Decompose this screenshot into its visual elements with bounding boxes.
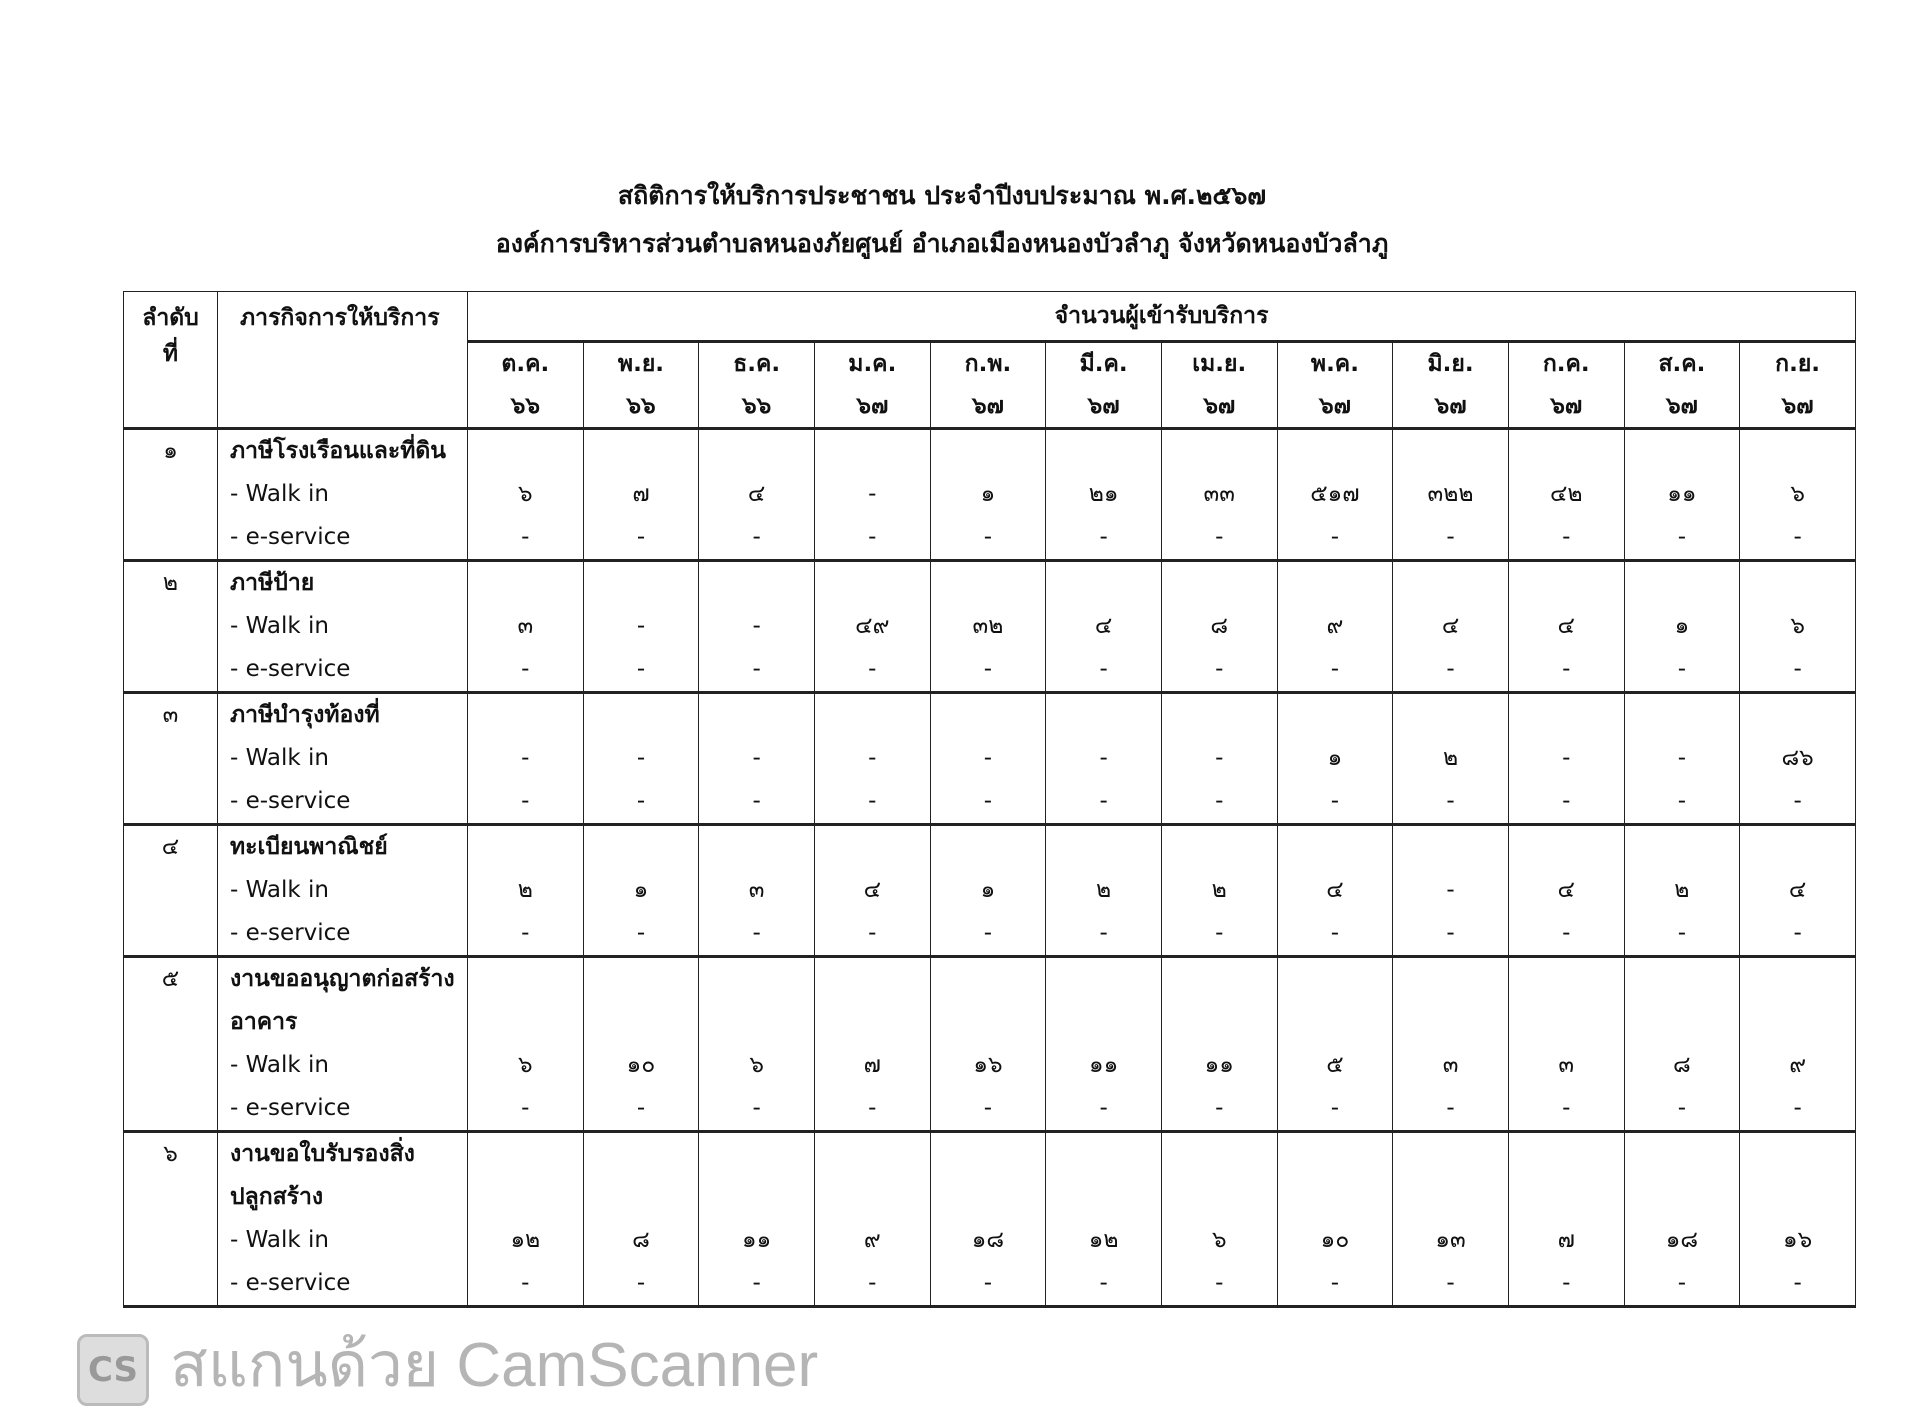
month-year: ๖๗: [1434, 393, 1467, 419]
e-service-count: -: [752, 524, 761, 550]
walk-in-count: ๒: [517, 877, 533, 903]
e-service-count: -: [1099, 656, 1108, 682]
walk-in-count: ๑๖: [1783, 1227, 1813, 1253]
e-service-count: -: [1215, 656, 1224, 682]
month-label: ก.ค.: [1542, 351, 1590, 377]
walk-in-count: ๑: [1674, 613, 1690, 639]
month-label: ก.พ.: [964, 351, 1012, 377]
e-service-count: -: [752, 920, 761, 946]
month-label: เม.ย.: [1192, 351, 1247, 377]
month-label: ต.ค.: [501, 351, 550, 377]
walk-in-count: ๑๐: [626, 1052, 656, 1078]
walk-in-count: -: [1677, 745, 1687, 771]
service-name: งานขออนุญาตก่อสร้าง: [230, 966, 455, 992]
walk-in-count: ๗: [863, 1052, 881, 1078]
walk-in-count: -: [1446, 877, 1455, 903]
camscanner-logo: CS: [77, 1334, 149, 1406]
walk-in-count: ๓: [748, 877, 765, 903]
walk-in-count: ๑: [1327, 745, 1343, 771]
e-service-count: -: [983, 656, 993, 682]
walk-in-count: ๔: [1557, 613, 1575, 639]
walk-in-count: -: [1215, 745, 1224, 771]
e-service-label: - e-service: [230, 524, 351, 550]
walk-in-count: ๙: [1789, 1052, 1807, 1078]
e-service-count: -: [521, 656, 530, 682]
month-year: ๖๗: [856, 393, 889, 419]
e-service-count: -: [1793, 1270, 1802, 1296]
month-year: ๖๗: [1203, 393, 1236, 419]
month-year: ๖๗: [1087, 393, 1120, 419]
walk-in-count: ๓: [1442, 1052, 1459, 1078]
walk-in-count: -: [983, 745, 993, 771]
e-service-count: -: [1215, 1270, 1224, 1296]
walk-in-count: ๑๖: [973, 1052, 1003, 1078]
e-service-count: -: [752, 788, 761, 814]
walk-in-count: ๖: [1790, 481, 1805, 507]
e-service-count: -: [1215, 788, 1224, 814]
month-label: มี.ค.: [1079, 351, 1128, 377]
e-service-count: -: [1446, 1095, 1455, 1121]
month-label: ก.ย.: [1775, 351, 1821, 377]
walk-in-count: ๑๘: [1665, 1227, 1699, 1253]
walk-in-count: ๔: [1326, 877, 1344, 903]
e-service-count: -: [752, 1270, 761, 1296]
e-service-count: -: [1677, 1095, 1687, 1121]
e-service-count: -: [983, 1270, 993, 1296]
header-order-no-line2: ที่: [162, 341, 179, 367]
e-service-count: -: [1793, 788, 1802, 814]
e-service-count: -: [1446, 524, 1455, 550]
walk-in-count: ๔: [863, 877, 881, 903]
e-service-count: -: [1446, 788, 1455, 814]
walk-in-label: - Walk in: [230, 745, 329, 771]
walk-in-count: ๔: [747, 481, 766, 507]
walk-in-count: ๔: [1441, 613, 1460, 639]
walk-in-label: - Walk in: [230, 1052, 329, 1078]
e-service-count: -: [1215, 1095, 1224, 1121]
document-title: สถิติการให้บริการประชาชน ประจำปีงบประมาณ พ.ศ.๒๕๖๗: [617, 181, 1267, 210]
table-row: [124, 561, 1856, 693]
walk-in-count: -: [636, 745, 646, 771]
month-label: ส.ค.: [1658, 351, 1706, 377]
e-service-count: -: [1562, 524, 1571, 550]
document-subtitle: องค์การบริหารส่วนตำบลหนองภัยศูนย์ อำเภอเมืองหนองบัวลำภู จังหวัดหนองบัวลำภู: [495, 229, 1389, 258]
walk-in-count: ๔: [1094, 613, 1113, 639]
e-service-count: -: [1793, 1095, 1802, 1121]
walk-in-count: ๑: [980, 877, 996, 903]
e-service-count: -: [1099, 1095, 1108, 1121]
month-year: ๖๗: [972, 393, 1004, 419]
walk-in-count: -: [752, 745, 761, 771]
walk-in-count: -: [868, 481, 877, 507]
e-service-count: -: [1330, 1270, 1340, 1296]
e-service-count: -: [1446, 920, 1455, 946]
e-service-count: -: [521, 524, 530, 550]
month-label: ม.ค.: [848, 351, 897, 377]
e-service-count: -: [1677, 788, 1687, 814]
e-service-count: -: [1099, 524, 1108, 550]
e-service-count: -: [1330, 1095, 1340, 1121]
walk-in-count: ๒: [1211, 877, 1227, 903]
e-service-count: -: [1446, 1270, 1455, 1296]
walk-in-count: ๑๐: [1320, 1227, 1350, 1253]
e-service-count: -: [1562, 920, 1571, 946]
header-month: [1046, 342, 1162, 429]
walk-in-count: ๓๓: [1203, 481, 1235, 507]
table-row: [124, 957, 1856, 1132]
walk-in-count: ๖: [518, 1052, 533, 1078]
walk-in-count: ๖: [1790, 613, 1805, 639]
e-service-label: - e-service: [230, 656, 351, 682]
e-service-count: -: [983, 788, 993, 814]
e-service-count: -: [1562, 1095, 1571, 1121]
service-name: ภาษีป้าย: [230, 570, 315, 596]
row-number: ๔: [161, 834, 180, 860]
e-service-count: -: [1446, 656, 1455, 682]
walk-in-count: ๔๙: [855, 613, 890, 639]
walk-in-count: ๘: [1210, 613, 1229, 639]
table-row: [124, 693, 1856, 825]
walk-in-count: ๕๑๗: [1310, 481, 1360, 507]
month-year: ๖๖: [510, 393, 540, 419]
month-year: ๖๗: [1781, 393, 1814, 419]
walk-in-count: ๕: [1326, 1052, 1344, 1078]
e-service-count: -: [752, 1095, 761, 1121]
month-year: ๖๗: [1318, 393, 1351, 419]
e-service-count: -: [1215, 920, 1224, 946]
e-service-count: -: [1562, 656, 1571, 682]
table-row: [124, 1132, 1856, 1307]
e-service-count: -: [521, 788, 530, 814]
e-service-count: -: [868, 788, 877, 814]
e-service-count: -: [636, 1095, 646, 1121]
camscanner-watermark: สแกนด้วย CamScanner: [170, 1331, 819, 1400]
walk-in-label: - Walk in: [230, 877, 329, 903]
e-service-count: -: [636, 920, 646, 946]
header-order-no: [124, 292, 218, 429]
row-number: ๒: [162, 570, 179, 596]
e-service-count: -: [1215, 524, 1224, 550]
walk-in-count: ๑: [633, 877, 649, 903]
walk-in-count: ๑๒: [1088, 1227, 1119, 1253]
walk-in-count: ๔๒: [1549, 481, 1583, 507]
e-service-count: -: [1330, 656, 1340, 682]
e-service-count: -: [752, 656, 761, 682]
month-year: ๖๗: [1665, 393, 1698, 419]
month-label: มิ.ย.: [1427, 351, 1474, 377]
walk-in-count: ๑๑: [1204, 1052, 1234, 1078]
e-service-count: -: [1330, 524, 1340, 550]
row-number: ๖: [163, 1141, 178, 1167]
header-month: [814, 342, 930, 429]
month-label: พ.ย.: [617, 351, 665, 377]
walk-in-label: - Walk in: [230, 1227, 329, 1253]
e-service-label: - e-service: [230, 1095, 351, 1121]
e-service-count: -: [983, 920, 993, 946]
walk-in-count: ๑๑: [742, 1227, 772, 1253]
e-service-count: -: [1099, 1270, 1108, 1296]
month-year: ๖๖: [626, 393, 656, 419]
walk-in-count: -: [752, 613, 761, 639]
header-month: [1277, 342, 1393, 429]
header-month: [699, 342, 815, 429]
walk-in-count: -: [868, 745, 877, 771]
walk-in-count: -: [636, 613, 646, 639]
walk-in-count: ๘๖: [1781, 745, 1814, 771]
e-service-count: -: [1330, 788, 1340, 814]
e-service-count: -: [1677, 920, 1687, 946]
walk-in-count: ๑๒: [510, 1227, 541, 1253]
row-number: ๑: [163, 438, 178, 464]
service-name: อาคาร: [230, 1009, 298, 1035]
e-service-count: -: [868, 1095, 877, 1121]
walk-in-count: ๘: [632, 1227, 650, 1253]
header-month: [930, 342, 1046, 429]
e-service-count: -: [1099, 788, 1108, 814]
e-service-count: -: [868, 656, 877, 682]
header-month: [1740, 342, 1856, 429]
service-name: งานขอใบรับรองสิ่ง: [230, 1141, 415, 1167]
month-label: ธ.ค.: [733, 351, 781, 377]
walk-in-count: -: [1099, 745, 1108, 771]
header-service-count: จำนวนผู้เข้ารับบริการ: [468, 292, 1856, 342]
walk-in-count: ๙: [1326, 613, 1344, 639]
walk-in-count: ๓: [517, 613, 534, 639]
walk-in-count: ๑: [980, 481, 996, 507]
walk-in-count: ๖: [1211, 1227, 1227, 1253]
header-month: [1393, 342, 1509, 429]
e-service-label: - e-service: [230, 788, 351, 814]
e-service-count: -: [1562, 1270, 1571, 1296]
header-month: [1624, 342, 1740, 429]
walk-in-count: ๔: [1788, 877, 1807, 903]
walk-in-label: - Walk in: [230, 481, 329, 507]
walk-in-count: ๑๓: [1435, 1227, 1466, 1253]
row-number: ๓: [162, 702, 179, 728]
e-service-count: -: [983, 524, 993, 550]
header-month: [583, 342, 699, 429]
e-service-count: -: [1793, 920, 1802, 946]
e-service-count: -: [868, 920, 877, 946]
month-year: ๖๗: [1550, 393, 1583, 419]
service-name: ภาษีโรงเรือนและที่ดิน: [230, 438, 447, 464]
header-month: [1161, 342, 1277, 429]
walk-in-count: ๙: [863, 1227, 881, 1253]
e-service-count: -: [636, 1270, 646, 1296]
walk-in-count: ๗: [632, 481, 650, 507]
month-year: ๖๖: [742, 393, 772, 419]
walk-in-count: ๗: [1557, 1227, 1575, 1253]
service-name: ทะเบียนพาณิชย์: [230, 834, 388, 860]
row-number: ๕: [161, 966, 180, 992]
e-service-count: -: [636, 656, 646, 682]
e-service-count: -: [521, 1270, 530, 1296]
walk-in-label: - Walk in: [230, 613, 329, 639]
e-service-count: -: [868, 524, 877, 550]
walk-in-count: ๒๑: [1088, 481, 1119, 507]
header-month: [468, 342, 584, 429]
e-service-count: -: [636, 788, 646, 814]
header-month: [1508, 342, 1624, 429]
e-service-count: -: [1677, 656, 1687, 682]
e-service-label: - e-service: [230, 920, 351, 946]
table-row: [124, 825, 1856, 957]
header-order-no-line1: ลำดับ: [142, 305, 199, 331]
e-service-count: -: [983, 1095, 993, 1121]
e-service-count: -: [1677, 524, 1687, 550]
e-service-count: -: [521, 1095, 530, 1121]
walk-in-count: ๖: [749, 1052, 764, 1078]
e-service-count: -: [868, 1270, 877, 1296]
walk-in-count: ๑๑: [1667, 481, 1697, 507]
walk-in-count: -: [1562, 745, 1571, 771]
walk-in-count: ๒: [1674, 877, 1690, 903]
walk-in-count: ๓: [1558, 1052, 1575, 1078]
service-name: ภาษีบำรุงท้องที่: [230, 702, 380, 728]
header-task: ภารกิจการให้บริการ: [218, 292, 468, 429]
walk-in-count: ๒: [1442, 745, 1459, 771]
walk-in-count: ๘: [1673, 1052, 1691, 1078]
e-service-count: -: [1793, 656, 1802, 682]
service-statistics-table: [123, 291, 1856, 1308]
table-row: [124, 429, 1856, 561]
walk-in-count: -: [521, 745, 530, 771]
e-service-count: -: [636, 524, 646, 550]
e-service-count: -: [1330, 920, 1340, 946]
e-service-count: -: [1793, 524, 1802, 550]
walk-in-count: ๓๒๒: [1427, 481, 1474, 507]
e-service-count: -: [521, 920, 530, 946]
walk-in-count: ๔: [1557, 877, 1575, 903]
service-name: ปลูกสร้าง: [230, 1184, 324, 1210]
walk-in-count: ๓๒: [972, 613, 1004, 639]
walk-in-count: ๖: [518, 481, 533, 507]
e-service-count: -: [1677, 1270, 1687, 1296]
month-label: พ.ค.: [1310, 351, 1359, 377]
e-service-count: -: [1562, 788, 1571, 814]
walk-in-count: ๑๘: [971, 1227, 1005, 1253]
e-service-count: -: [1099, 920, 1108, 946]
walk-in-count: ๒: [1096, 877, 1112, 903]
e-service-label: - e-service: [230, 1270, 351, 1296]
walk-in-count: ๑๑: [1089, 1052, 1119, 1078]
